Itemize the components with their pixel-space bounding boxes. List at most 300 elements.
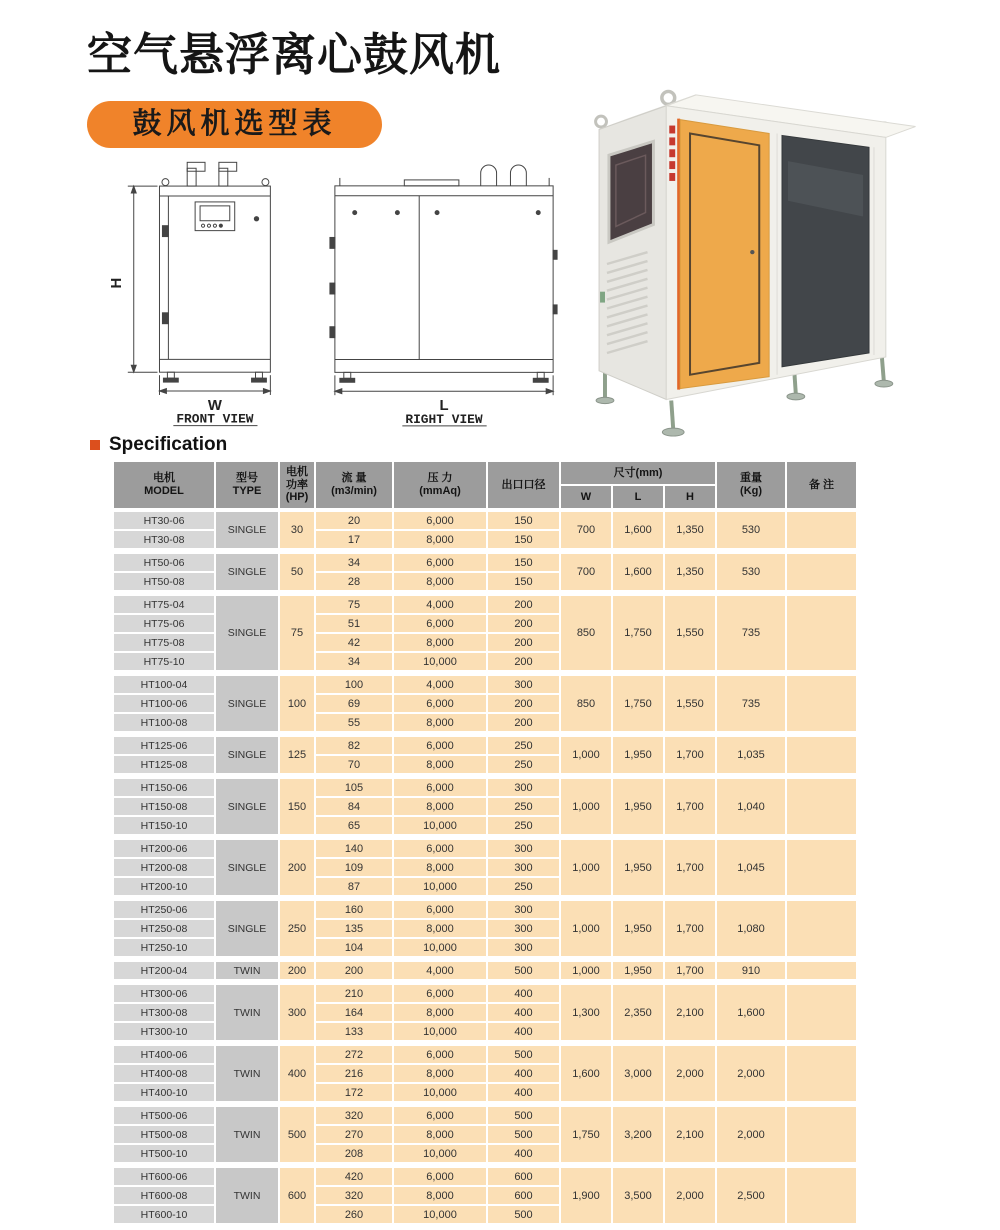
hp-cell: 50 <box>280 554 314 590</box>
dim-h-cell: 1,700 <box>665 962 715 979</box>
dim-l-label: L <box>439 398 449 415</box>
outlet-cell: 150 <box>488 531 559 548</box>
specification-heading <box>90 434 227 456</box>
outlet-cell: 500 <box>488 962 559 979</box>
flow-cell: 105 <box>316 779 392 796</box>
outlet-cell: 600 <box>488 1168 559 1185</box>
spec-group <box>112 899 858 958</box>
outlet-cell: 500 <box>488 1206 559 1223</box>
header-w: W <box>561 486 611 508</box>
outlet-cell: 300 <box>488 779 559 796</box>
type-cell: TWIN <box>216 1168 278 1223</box>
spec-group <box>112 552 858 592</box>
dim-l-cell: 3,200 <box>613 1107 663 1162</box>
header-line: 电机 <box>153 472 175 485</box>
model-cell: HT150-06 <box>114 779 214 796</box>
model-cell: HT250-10 <box>114 939 214 956</box>
flow-cell: 70 <box>316 756 392 773</box>
header-l: L <box>613 486 663 508</box>
flow-cell: 100 <box>316 676 392 693</box>
model-cell: HT200-04 <box>114 962 214 979</box>
spec-group <box>112 777 858 836</box>
flow-cell: 135 <box>316 920 392 937</box>
type-cell: SINGLE <box>216 779 278 834</box>
pressure-cell: 8,000 <box>394 531 486 548</box>
model-cell: HT500-10 <box>114 1145 214 1162</box>
dim-w-cell: 850 <box>561 596 611 670</box>
front-view-drawing <box>108 156 306 430</box>
header-line: (mmAq) <box>419 485 461 497</box>
dim-l-cell: 1,600 <box>613 512 663 548</box>
weight-cell: 735 <box>717 596 785 670</box>
flow-cell: 34 <box>316 653 392 670</box>
flow-cell: 109 <box>316 859 392 876</box>
flow-cell: 17 <box>316 531 392 548</box>
specification-table <box>112 460 860 1227</box>
model-cell: HT75-10 <box>114 653 214 670</box>
header-flow <box>316 462 392 508</box>
pressure-cell: 8,000 <box>394 920 486 937</box>
dim-l-cell: 1,750 <box>613 596 663 670</box>
weight-cell: 2,000 <box>717 1046 785 1101</box>
technical-drawings <box>108 156 568 430</box>
flow-cell: 320 <box>316 1187 392 1204</box>
header-line: 型号 <box>236 472 258 485</box>
dim-l-cell: 1,750 <box>613 676 663 731</box>
table-row <box>114 779 856 796</box>
pressure-cell: 4,000 <box>394 596 486 613</box>
model-cell: HT300-08 <box>114 1004 214 1021</box>
flow-cell: 34 <box>316 554 392 571</box>
dim-w-cell: 700 <box>561 512 611 548</box>
flow-cell: 20 <box>316 512 392 529</box>
pressure-cell: 8,000 <box>394 1065 486 1082</box>
outlet-cell: 400 <box>488 1004 559 1021</box>
header-line: 重量 <box>740 472 763 485</box>
pressure-cell: 4,000 <box>394 676 486 693</box>
weight-cell: 735 <box>717 676 785 731</box>
spec-group <box>112 594 858 672</box>
flow-cell: 172 <box>316 1084 392 1101</box>
right-view-label: RIGHT VIEW <box>405 411 483 427</box>
header-power <box>280 462 314 508</box>
header-type <box>216 462 278 508</box>
outlet-cell: 200 <box>488 615 559 632</box>
outlet-cell: 600 <box>488 1187 559 1204</box>
header-outlet: 出口口径 <box>488 462 559 508</box>
flow-cell: 216 <box>316 1065 392 1082</box>
remark-cell <box>787 596 856 670</box>
spec-table-body <box>112 510 860 1225</box>
weight-cell: 1,080 <box>717 901 785 956</box>
dim-h-cell: 1,700 <box>665 901 715 956</box>
hp-cell: 30 <box>280 512 314 548</box>
model-cell: HT100-04 <box>114 676 214 693</box>
dim-h-cell: 1,700 <box>665 779 715 834</box>
dim-l-cell: 1,950 <box>613 779 663 834</box>
dim-w-cell: 850 <box>561 676 611 731</box>
flow-cell: 270 <box>316 1126 392 1143</box>
hp-cell: 200 <box>280 840 314 895</box>
outlet-cell: 400 <box>488 1023 559 1040</box>
table-row <box>114 1046 856 1063</box>
header-line: 压 力 <box>427 472 453 485</box>
header-line: 电机 <box>286 465 308 478</box>
header-line: (HP) <box>285 491 309 504</box>
model-cell: HT200-06 <box>114 840 214 857</box>
outlet-cell: 250 <box>488 756 559 773</box>
weight-cell: 910 <box>717 962 785 979</box>
pressure-cell: 8,000 <box>394 1126 486 1143</box>
table-row <box>114 512 856 529</box>
spec-group <box>112 735 858 775</box>
type-cell: SINGLE <box>216 901 278 956</box>
pressure-cell: 8,000 <box>394 634 486 651</box>
model-cell: HT50-06 <box>114 554 214 571</box>
model-cell: HT600-06 <box>114 1168 214 1185</box>
hp-cell: 200 <box>280 962 314 979</box>
spec-group <box>112 1166 858 1225</box>
model-cell: HT400-10 <box>114 1084 214 1101</box>
dim-w-cell: 1,000 <box>561 779 611 834</box>
outlet-cell: 400 <box>488 985 559 1002</box>
pressure-cell: 6,000 <box>394 737 486 754</box>
outlet-cell: 400 <box>488 1145 559 1162</box>
pressure-cell: 10,000 <box>394 1023 486 1040</box>
header-line: (Kg) <box>740 485 763 497</box>
dim-l-cell: 1,950 <box>613 840 663 895</box>
pressure-cell: 10,000 <box>394 878 486 895</box>
outlet-cell: 250 <box>488 737 559 754</box>
pressure-cell: 6,000 <box>394 901 486 918</box>
pressure-cell: 8,000 <box>394 573 486 590</box>
pressure-cell: 6,000 <box>394 695 486 712</box>
remark-cell <box>787 985 856 1040</box>
hp-cell: 100 <box>280 676 314 731</box>
outlet-cell: 500 <box>488 1107 559 1124</box>
spec-group <box>112 674 858 733</box>
hp-cell: 500 <box>280 1107 314 1162</box>
dim-h-cell: 1,550 <box>665 596 715 670</box>
pressure-cell: 6,000 <box>394 1107 486 1124</box>
model-cell: HT30-08 <box>114 531 214 548</box>
dim-w-cell: 1,600 <box>561 1046 611 1101</box>
outlet-cell: 150 <box>488 554 559 571</box>
outlet-cell: 200 <box>488 634 559 651</box>
header-h: H <box>665 486 715 508</box>
remark-cell <box>787 737 856 773</box>
type-cell: SINGLE <box>216 596 278 670</box>
type-cell: TWIN <box>216 1046 278 1101</box>
dim-h-cell: 2,100 <box>665 985 715 1040</box>
dim-h-cell: 2,000 <box>665 1168 715 1223</box>
model-cell: HT125-06 <box>114 737 214 754</box>
spec-group <box>112 983 858 1042</box>
flow-cell: 160 <box>316 901 392 918</box>
table-row <box>114 901 856 918</box>
pressure-cell: 6,000 <box>394 1046 486 1063</box>
outlet-cell: 300 <box>488 939 559 956</box>
model-cell: HT100-08 <box>114 714 214 731</box>
weight-cell: 1,600 <box>717 985 785 1040</box>
model-cell: HT75-08 <box>114 634 214 651</box>
dim-h-cell: 1,550 <box>665 676 715 731</box>
section-title: Specification <box>109 434 228 455</box>
model-cell: HT500-06 <box>114 1107 214 1124</box>
spec-group <box>112 838 858 897</box>
pressure-cell: 10,000 <box>394 939 486 956</box>
pressure-cell: 8,000 <box>394 714 486 731</box>
table-row <box>114 676 856 693</box>
hp-cell: 300 <box>280 985 314 1040</box>
dim-w-cell: 1,900 <box>561 1168 611 1223</box>
weight-cell: 1,040 <box>717 779 785 834</box>
model-cell: HT500-08 <box>114 1126 214 1143</box>
spec-group <box>112 510 858 550</box>
header-remark: 备 注 <box>787 462 856 508</box>
flow-cell: 140 <box>316 840 392 857</box>
dim-h-cell: 1,700 <box>665 840 715 895</box>
remark-cell <box>787 554 856 590</box>
pressure-cell: 8,000 <box>394 798 486 815</box>
pressure-cell: 6,000 <box>394 554 486 571</box>
remark-cell <box>787 840 856 895</box>
pressure-cell: 6,000 <box>394 779 486 796</box>
pressure-cell: 6,000 <box>394 1168 486 1185</box>
outlet-cell: 400 <box>488 1084 559 1101</box>
bullet-square-icon <box>90 440 100 450</box>
blower-cabinet-photo <box>596 91 916 436</box>
pressure-cell: 8,000 <box>394 859 486 876</box>
right-view-cabinet <box>330 165 557 382</box>
model-cell: HT250-06 <box>114 901 214 918</box>
table-row <box>114 554 856 571</box>
header-dims: 尺寸(mm) <box>561 462 715 484</box>
weight-cell: 1,035 <box>717 737 785 773</box>
flow-cell: 260 <box>316 1206 392 1223</box>
flow-cell: 133 <box>316 1023 392 1040</box>
outlet-cell: 300 <box>488 920 559 937</box>
hp-cell: 250 <box>280 901 314 956</box>
flow-cell: 164 <box>316 1004 392 1021</box>
type-cell: SINGLE <box>216 676 278 731</box>
dim-w-cell: 1,000 <box>561 962 611 979</box>
outlet-cell: 200 <box>488 695 559 712</box>
dim-h-cell: 1,350 <box>665 512 715 548</box>
flow-cell: 84 <box>316 798 392 815</box>
dim-w-cell: 1,750 <box>561 1107 611 1162</box>
remark-cell <box>787 901 856 956</box>
side-latch <box>600 292 605 303</box>
header-line: TYPE <box>232 485 262 497</box>
right-view-drawing <box>320 156 568 430</box>
front-view-label: FRONT VIEW <box>176 411 254 427</box>
dim-w-cell: 1,000 <box>561 737 611 773</box>
hp-cell: 400 <box>280 1046 314 1101</box>
pressure-cell: 6,000 <box>394 615 486 632</box>
outlet-cell: 400 <box>488 1065 559 1082</box>
outlet-cell: 200 <box>488 714 559 731</box>
front-view-dimensions <box>128 186 271 426</box>
pressure-cell: 10,000 <box>394 653 486 670</box>
pressure-cell: 8,000 <box>394 1004 486 1021</box>
remark-cell <box>787 512 856 548</box>
type-cell: TWIN <box>216 962 278 979</box>
header-weight <box>717 462 785 508</box>
dim-l-cell: 1,600 <box>613 554 663 590</box>
outlet-cell: 500 <box>488 1126 559 1143</box>
front-view-cabinet <box>159 162 270 382</box>
outlet-cell: 200 <box>488 596 559 613</box>
spec-group <box>112 960 858 981</box>
weight-cell: 1,045 <box>717 840 785 895</box>
model-cell: HT300-10 <box>114 1023 214 1040</box>
flow-cell: 82 <box>316 737 392 754</box>
remark-cell <box>787 779 856 834</box>
flow-cell: 69 <box>316 695 392 712</box>
model-cell: HT200-10 <box>114 878 214 895</box>
pressure-cell: 4,000 <box>394 962 486 979</box>
remark-cell <box>787 1168 856 1223</box>
dim-l-cell: 3,500 <box>613 1168 663 1223</box>
dim-l-cell: 1,950 <box>613 901 663 956</box>
model-cell: HT100-06 <box>114 695 214 712</box>
header-pressure <box>394 462 486 508</box>
header-line: (m3/min) <box>331 485 377 497</box>
flow-cell: 210 <box>316 985 392 1002</box>
weight-cell: 530 <box>717 512 785 548</box>
outlet-cell: 200 <box>488 653 559 670</box>
page-title: 空气悬浮离心鼓风机 <box>87 29 502 80</box>
flow-cell: 200 <box>316 962 392 979</box>
model-cell: HT75-06 <box>114 615 214 632</box>
flow-cell: 65 <box>316 817 392 834</box>
hp-cell: 600 <box>280 1168 314 1223</box>
type-cell: SINGLE <box>216 737 278 773</box>
pressure-cell: 6,000 <box>394 840 486 857</box>
outlet-cell: 150 <box>488 512 559 529</box>
type-cell: SINGLE <box>216 840 278 895</box>
pressure-cell: 8,000 <box>394 1187 486 1204</box>
hp-cell: 125 <box>280 737 314 773</box>
dim-l-cell: 2,350 <box>613 985 663 1040</box>
model-cell: HT75-04 <box>114 596 214 613</box>
flow-cell: 104 <box>316 939 392 956</box>
model-cell: HT600-10 <box>114 1206 214 1223</box>
dim-l-cell: 1,950 <box>613 737 663 773</box>
product-photo <box>572 86 992 447</box>
outlet-cell: 500 <box>488 1046 559 1063</box>
model-cell: HT30-06 <box>114 512 214 529</box>
flow-cell: 28 <box>316 573 392 590</box>
dim-h-cell: 1,700 <box>665 737 715 773</box>
selection-table-badge: 鼓风机选型表 <box>87 101 382 148</box>
remark-cell <box>787 1046 856 1101</box>
model-cell: HT200-08 <box>114 859 214 876</box>
flow-cell: 208 <box>316 1145 392 1162</box>
outlet-cell: 250 <box>488 817 559 834</box>
dim-l-cell: 1,950 <box>613 962 663 979</box>
table-row <box>114 962 856 979</box>
type-cell: SINGLE <box>216 554 278 590</box>
weight-cell: 2,000 <box>717 1107 785 1162</box>
dim-w-cell: 1,000 <box>561 901 611 956</box>
model-cell: HT50-08 <box>114 573 214 590</box>
dim-h-cell: 2,100 <box>665 1107 715 1162</box>
flow-cell: 42 <box>316 634 392 651</box>
dim-w-cell: 1,300 <box>561 985 611 1040</box>
flow-cell: 55 <box>316 714 392 731</box>
outlet-cell: 300 <box>488 859 559 876</box>
outlet-cell: 300 <box>488 676 559 693</box>
model-cell: HT600-08 <box>114 1187 214 1204</box>
dim-h-cell: 1,350 <box>665 554 715 590</box>
outlet-cell: 300 <box>488 840 559 857</box>
pressure-cell: 10,000 <box>394 1206 486 1223</box>
table-row <box>114 840 856 857</box>
pressure-cell: 6,000 <box>394 985 486 1002</box>
model-cell: HT400-06 <box>114 1046 214 1063</box>
model-cell: HT150-08 <box>114 798 214 815</box>
header-model <box>114 462 214 508</box>
header-line: 流 量 <box>341 472 367 485</box>
pressure-cell: 10,000 <box>394 1084 486 1101</box>
flow-cell: 87 <box>316 878 392 895</box>
outlet-cell: 250 <box>488 798 559 815</box>
spec-group <box>112 1044 858 1103</box>
weight-cell: 530 <box>717 554 785 590</box>
model-cell: HT400-08 <box>114 1065 214 1082</box>
dim-w-cell: 1,000 <box>561 840 611 895</box>
table-row <box>114 1107 856 1124</box>
type-cell: TWIN <box>216 985 278 1040</box>
type-cell: TWIN <box>216 1107 278 1162</box>
model-cell: HT150-10 <box>114 817 214 834</box>
outlet-cell: 300 <box>488 901 559 918</box>
flow-cell: 51 <box>316 615 392 632</box>
model-cell: HT250-08 <box>114 920 214 937</box>
dim-l-cell: 3,000 <box>613 1046 663 1101</box>
outlet-cell: 250 <box>488 878 559 895</box>
pressure-cell: 6,000 <box>394 512 486 529</box>
type-cell: SINGLE <box>216 512 278 548</box>
outlet-cell: 150 <box>488 573 559 590</box>
spec-header <box>112 460 858 510</box>
dim-w-label: W <box>207 397 222 414</box>
remark-cell <box>787 962 856 979</box>
remark-cell <box>787 1107 856 1162</box>
spec-group <box>112 1105 858 1164</box>
pressure-cell: 8,000 <box>394 756 486 773</box>
model-cell: HT125-08 <box>114 756 214 773</box>
weight-cell: 2,500 <box>717 1168 785 1223</box>
remark-cell <box>787 676 856 731</box>
header-line: 功率 <box>286 478 308 491</box>
model-cell: HT300-06 <box>114 985 214 1002</box>
dim-h-cell: 2,000 <box>665 1046 715 1101</box>
pressure-cell: 10,000 <box>394 1145 486 1162</box>
dim-h-label: H <box>108 277 125 289</box>
pressure-cell: 10,000 <box>394 817 486 834</box>
hp-cell: 75 <box>280 596 314 670</box>
table-row <box>114 1168 856 1185</box>
hp-cell: 150 <box>280 779 314 834</box>
flow-cell: 272 <box>316 1046 392 1063</box>
dim-w-cell: 700 <box>561 554 611 590</box>
flow-cell: 420 <box>316 1168 392 1185</box>
table-row <box>114 985 856 1002</box>
table-row <box>114 596 856 613</box>
